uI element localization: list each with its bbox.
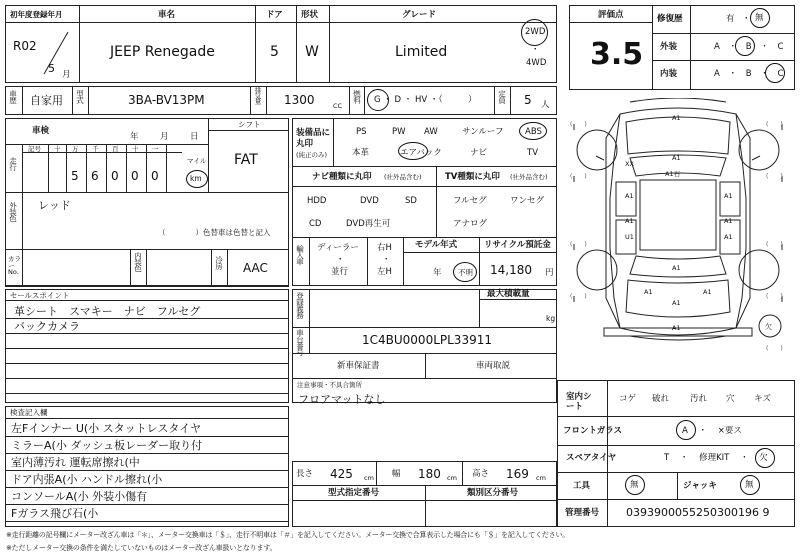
ac-value: AAC xyxy=(243,261,268,275)
equipment-item: エアバック xyxy=(400,148,442,158)
equipment-sub: (純正のみ) xyxy=(296,151,328,159)
car-name-label: 車名 xyxy=(158,10,176,20)
notes-value: フロアマットなし xyxy=(298,393,386,406)
svg-text:( ): ( ) xyxy=(570,121,587,128)
capacity-unit: 人 xyxy=(541,100,550,110)
color-change-note: （ ）色替車は色替と記入 xyxy=(158,228,271,237)
max-load-label: 最大積載量 xyxy=(487,289,530,299)
svg-text:A1: A1 xyxy=(625,217,634,225)
glass-label: フロントガラス xyxy=(563,426,622,436)
car-diagram xyxy=(560,98,796,380)
equipment-item: PW xyxy=(392,127,406,137)
usage: 自家用 xyxy=(30,94,63,107)
inspector-line: Fガラス飛び石(小 xyxy=(11,507,99,520)
equipment-item: TV xyxy=(527,148,539,158)
mileage-digit: 5 xyxy=(71,169,79,183)
mileage-digit: 0 xyxy=(131,169,139,183)
digit-header: 十 xyxy=(132,145,139,153)
height-unit: cm xyxy=(536,474,546,482)
mileage-digit: 0 xyxy=(151,169,159,183)
displacement: 1300 xyxy=(284,93,315,107)
digit-header: 万 xyxy=(72,145,79,153)
footer-line-1: ※走行距離の記号欄にメーター改ざん車は「＊」、メーター交換車は「＄」、走行不明車は「＃」を記入してください。メーター交換で合算表示した場合にも「＄」を記入してください。 xyxy=(6,531,570,539)
model-code: 3BA-BV13PM xyxy=(128,93,205,107)
shaken-label: 車検 xyxy=(32,126,50,136)
svg-text:( ): ( ) xyxy=(766,345,783,352)
svg-text:( ): ( ) xyxy=(766,173,783,180)
jack-value: 無 xyxy=(745,480,754,490)
import-right: 右H xyxy=(377,243,392,253)
equipment-item: AW xyxy=(424,127,438,137)
inspector-line: 室内薄汚れ 運転席擦れ(中 xyxy=(11,456,140,469)
equipment-item: サンルーフ xyxy=(462,127,504,137)
sales-point-label: セールスポイント xyxy=(10,291,70,300)
shaken-year-unit: 年 xyxy=(130,132,139,142)
mileage-label: 走行 xyxy=(8,157,18,170)
seat-item: 汚れ xyxy=(690,394,708,404)
reg-month: 5 xyxy=(48,62,55,75)
mile-label: マイル xyxy=(187,157,207,165)
digit-header: 百 xyxy=(112,145,119,153)
interior-label: 内装 xyxy=(660,69,678,79)
recycle-label: リサイクル預託金 xyxy=(484,240,551,250)
recycle-amount: 14,180 xyxy=(490,263,532,277)
tv-item: ワンセグ xyxy=(510,196,545,206)
height-value: 169 xyxy=(506,467,529,481)
airbag-circle xyxy=(398,142,428,160)
jack-label: ジャッキ xyxy=(683,481,717,491)
svg-text:XX: XX xyxy=(625,160,634,168)
equipment-label: 装備品に丸印 xyxy=(296,128,331,150)
first-reg-label: 初年度登録年月 xyxy=(10,10,63,19)
inspector-line: ミラーA(小 ダッシュ板レーダー取り付 xyxy=(11,439,203,452)
kg-unit: kg xyxy=(546,314,556,323)
shift-value: FAT xyxy=(234,152,258,168)
tv-sub: (社外品含む) xyxy=(510,173,548,181)
svg-text:A1: A1 xyxy=(672,114,681,122)
interior-color-label: 内装色 xyxy=(133,252,143,272)
month-unit: 月 xyxy=(62,70,71,80)
doors: 5 xyxy=(270,44,279,60)
exterior-label: 外装 xyxy=(660,42,678,52)
mgmt-label: 管理番号 xyxy=(565,508,600,518)
svg-text:( ): ( ) xyxy=(570,293,587,300)
tools-value: 無 xyxy=(630,480,639,490)
svg-text:A1: A1 xyxy=(672,299,681,307)
nav-sub: (社外品含む) xyxy=(384,173,422,181)
grade-label: グレード xyxy=(402,10,437,20)
import-label: 輸入車 xyxy=(295,245,305,265)
svg-text:( ): ( ) xyxy=(766,293,783,300)
color-no-label: カラーNo. xyxy=(8,255,21,276)
height-label: 高さ xyxy=(472,469,490,479)
era-year: R02 xyxy=(13,39,37,53)
tools-label: 工具 xyxy=(573,481,591,491)
svg-text:A1: A1 xyxy=(672,324,681,332)
svg-text:A1石: A1石 xyxy=(665,170,681,178)
drive-dot: ・ xyxy=(531,45,540,55)
import-parallel: 並行 xyxy=(331,267,349,277)
drive-4wd: 4WD xyxy=(526,58,547,68)
displacement-label: 排気量 xyxy=(253,87,262,104)
category-number-label: 類別区分番号 xyxy=(467,488,519,498)
digit-header: 千 xyxy=(92,145,99,153)
grade: Limited xyxy=(395,44,448,60)
capacity-label: 定員 xyxy=(497,90,507,103)
inspector-label: 検査記入欄 xyxy=(10,408,48,417)
import-dealer: ディーラー xyxy=(317,243,359,253)
import-left: 左H xyxy=(377,267,392,277)
exterior-options: A ・ B ・ C xyxy=(714,42,784,52)
shift-label: シフト xyxy=(238,120,261,129)
fuel-options: G ・ D ・ HV ・（ ） xyxy=(374,95,477,105)
manual-label: 車両取説 xyxy=(476,361,511,371)
equipment-item: ナビ xyxy=(470,148,488,158)
svg-text:A1: A1 xyxy=(703,288,712,296)
svg-text:欠: 欠 xyxy=(765,323,772,331)
mileage-digit: 6 xyxy=(91,169,99,183)
nav-item: SD xyxy=(405,196,417,206)
nav-item: HDD xyxy=(307,196,327,206)
seat-item: 穴 xyxy=(726,394,735,404)
svg-text:A1: A1 xyxy=(672,154,681,162)
length-label: 長さ xyxy=(296,469,314,479)
spare-label: スペアタイヤ xyxy=(566,453,617,463)
tv-item: アナログ xyxy=(453,219,488,229)
svg-text:( ): ( ) xyxy=(570,241,587,248)
exterior-color-label: 外装色 xyxy=(8,202,18,222)
tv-label: TV種類に丸印 xyxy=(445,172,500,182)
chassis-label: 車台番号 xyxy=(295,329,305,355)
import-dot1: ・ xyxy=(336,255,345,265)
digit-header: 記号 xyxy=(28,145,41,153)
notes-label: 注意事項・不具合箇所 xyxy=(297,381,362,389)
interior-options: A ・ B ・ C xyxy=(714,69,784,79)
model-year-unit: 年 xyxy=(433,268,442,278)
model-label: 型式 xyxy=(75,90,85,103)
svg-text:A1: A1 xyxy=(724,192,733,200)
nav-item: DVD再生可 xyxy=(346,219,391,229)
inspector-line: 左Fインナー U(小 スタットレスタイヤ xyxy=(11,422,202,435)
inspector-line: ドア内張A(小 ハンドル擦れ(小 xyxy=(11,473,163,486)
equipment-item: PS xyxy=(356,127,367,137)
seat-item: 破れ xyxy=(652,394,670,404)
km-label: km xyxy=(190,174,202,183)
chassis-number: 1C4BU0000LPL33911 xyxy=(362,333,492,347)
nav-label: ナビ種類に丸印 xyxy=(312,172,372,182)
digit-header: 一 xyxy=(152,145,159,153)
width-value: 180 xyxy=(418,467,441,481)
reg-duty-label: 登録義務 xyxy=(295,292,305,318)
digit-header: 十 xyxy=(54,145,61,153)
rating-label: 評価点 xyxy=(598,10,624,20)
spare-options: T ・ 修理KIT ・ 欠 xyxy=(664,453,768,463)
fuel-label: 燃料 xyxy=(352,90,362,103)
tv-item: フルセグ xyxy=(453,196,487,206)
mgmt-number: 0393900055250300196 9 xyxy=(626,506,770,519)
repair-yes: 有 xyxy=(726,14,735,24)
length-value: 425 xyxy=(330,467,353,481)
door-label: ドア xyxy=(266,10,283,20)
equipment-item: ABS xyxy=(525,127,542,137)
drive-2wd: 2WD xyxy=(525,27,546,37)
capacity: 5 xyxy=(524,93,532,107)
import-dot2: ・ xyxy=(382,255,391,265)
mileage-digit: 0 xyxy=(111,169,119,183)
footer-line-2: ※ただしメーター交換の条件を満たしていないものはメーター改ざん車扱いとなります。 xyxy=(6,544,277,552)
shape: W xyxy=(305,44,319,60)
svg-text:A1: A1 xyxy=(625,192,634,200)
shaken-day-unit: 日 xyxy=(190,132,199,142)
abs-circle xyxy=(519,122,547,140)
car-name: JEEP Renegade xyxy=(110,44,215,60)
repair-none: 無 xyxy=(755,13,764,23)
rating-score: 3.5 xyxy=(590,37,644,72)
svg-text:A1: A1 xyxy=(644,288,653,296)
exterior-color-value: レッド xyxy=(38,199,71,212)
shaken-month-unit: 月 xyxy=(160,132,169,142)
model-year-label: モデル年式 xyxy=(415,240,458,250)
svg-text:( ): ( ) xyxy=(570,173,587,180)
cc-unit: CC xyxy=(333,102,343,110)
sales-line: 革シート スマキー ナビ フルセグ xyxy=(14,305,201,318)
sales-line: バックカメラ xyxy=(14,320,80,333)
nav-item: CD xyxy=(309,219,322,229)
svg-text:A1: A1 xyxy=(672,264,681,272)
width-label: 幅 xyxy=(392,469,401,479)
width-unit: cm xyxy=(447,474,457,482)
seat-label: 室内シート xyxy=(566,392,592,413)
svg-text:A1: A1 xyxy=(724,217,733,225)
seat-item: キズ xyxy=(754,394,771,404)
shape-label: 形状 xyxy=(301,10,319,20)
warranty-label: 新車保証書 xyxy=(337,361,380,371)
glass-options: A ・ ×要ス xyxy=(682,426,742,436)
length-unit: cm xyxy=(364,474,374,482)
svg-text:( ): ( ) xyxy=(766,241,783,248)
type-number-label: 型式指定番号 xyxy=(328,488,380,498)
yen-unit: 円 xyxy=(545,268,554,278)
inspector-line: コンソールA(小 外装小傷有 xyxy=(11,490,148,503)
nav-item: DVD xyxy=(360,196,379,206)
repair-label: 修復歴 xyxy=(657,14,683,24)
svg-text:A1: A1 xyxy=(724,233,733,241)
svg-text:U1: U1 xyxy=(625,233,634,241)
ac-label: 冷房 xyxy=(214,256,224,269)
usage-label: 車歴 xyxy=(8,90,18,103)
model-year-unknown: 不明 xyxy=(458,268,473,277)
svg-text:( ): ( ) xyxy=(766,121,783,128)
seat-item: コゲ xyxy=(619,394,637,404)
repair-dot: ・ xyxy=(742,14,751,24)
equipment-item: 本革 xyxy=(352,148,370,158)
